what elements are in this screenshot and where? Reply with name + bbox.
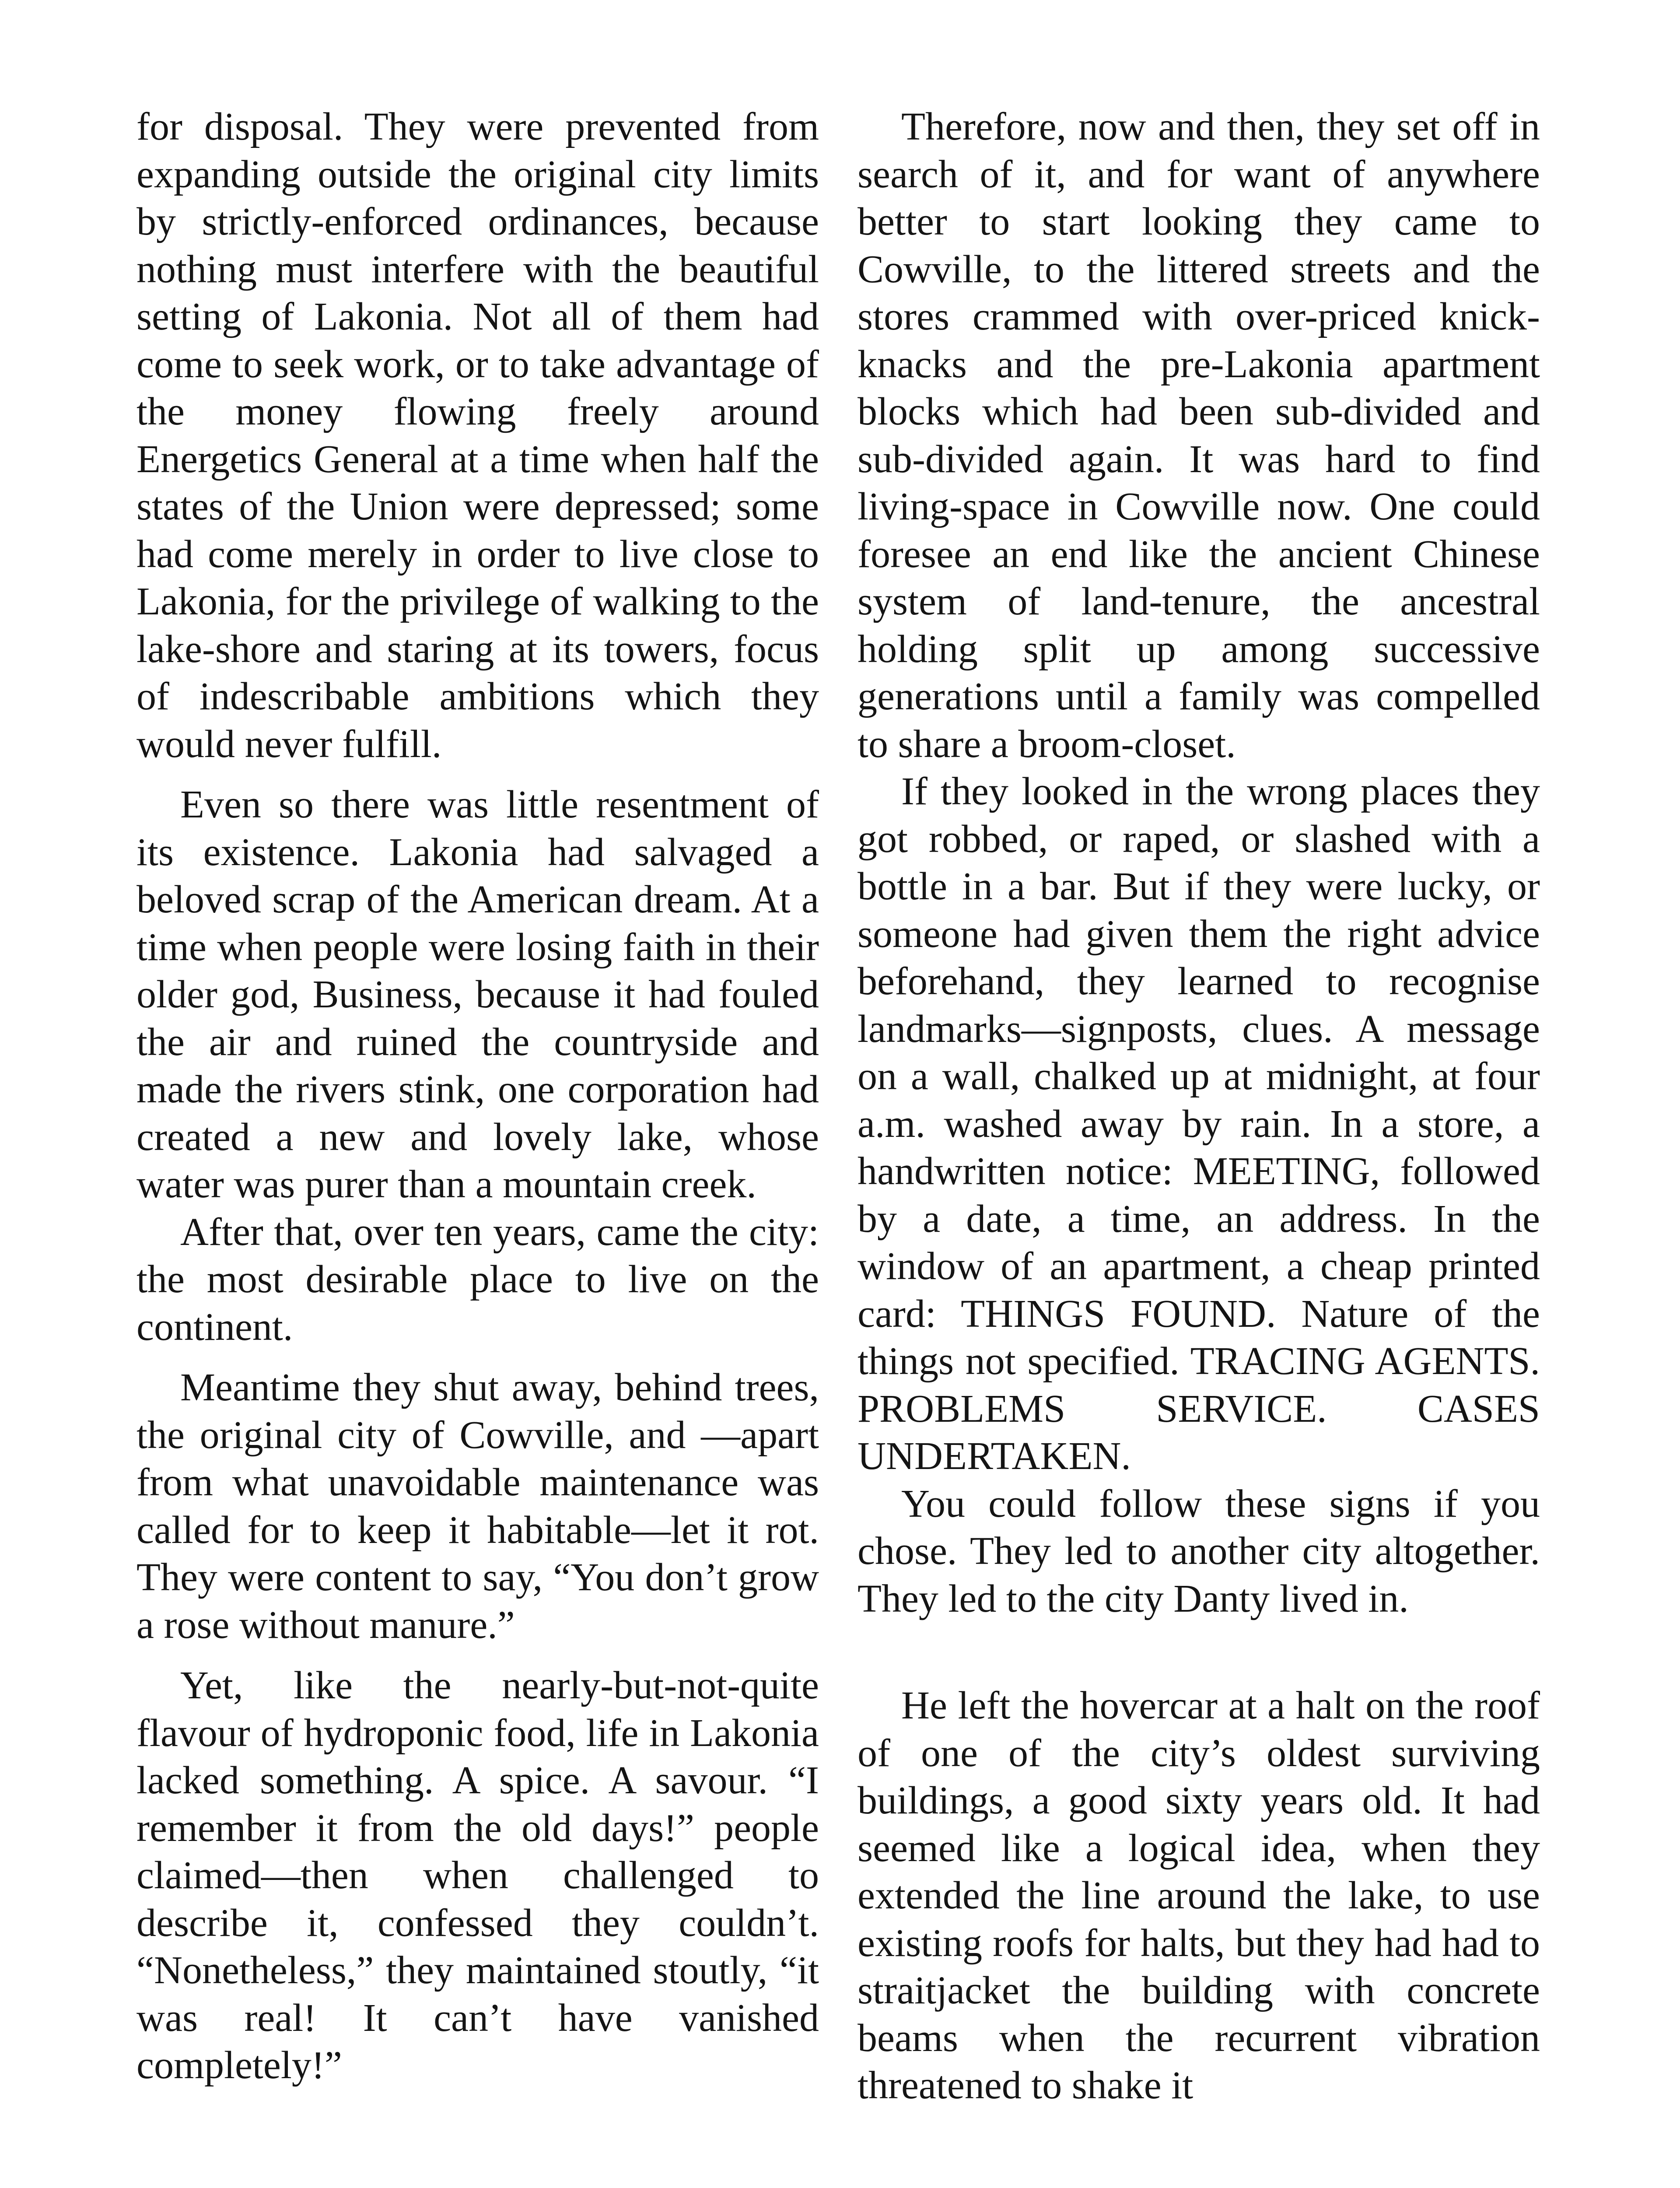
paragraph: Meantime they shut away, behind trees, the original city of Cowville, and —apart from what unavoidable maintenance was called for to keep it habitable—let it rot. They were content to say, “You don’t grow a rose without manure.”: [136, 1366, 819, 1647]
right-text-column: [858, 103, 1540, 2110]
section-break-paragraph: He left the hovercar at a halt on the roof of one of the city’s oldest surviving buildings, a good sixty years old. It had seemed like a logical idea, when they extended the line around the lake, to use existing roofs for halts, but they had had to straitjacket the building with concrete beams when the recurrent vibration threatened to shake it: [858, 1684, 1540, 2107]
paragraph: Yet, like the nearly-but-not-quite flavour of hydroponic food, life in Lakonia lacked something. A spice. A savour. “I remember it from the old days!” people claimed—then when challenged to describe it, confessed they couldn’t. “Nonetheless,” they maintained stoutly, “it was real! It can’t have vanished completely!”: [136, 1664, 819, 2087]
paragraph: After that, over ten years, came the city: the most desirable place to live on the continent.: [136, 1210, 819, 1349]
paragraph: Therefore, now and then, they set off in search of it, and for want of anywhere better to start looking they came to Cowville, to the littered streets and the stores crammed with over-priced knick-knacks and the pre-Lakonia apartment blocks which had been sub-divided and sub-divided again. It was hard to find living-space in Cowville now. One could foresee an end like the ancient Chinese system of land-tenure, the ancestral holding split up among successive generations until a family was compelled to share a broom-closet.: [858, 105, 1540, 766]
paragraph: Even so there was little resentment of its existence. Lakonia had salvaged a beloved scrap of the American dream. At a time when people were losing faith in their older god, Business, because it had fouled the air and ruined the countryside and made the rivers stink, one corporation had created a new and lovely lake, whose water was purer than a mountain creek.: [136, 783, 819, 1206]
left-text-column: [136, 103, 819, 2090]
paragraph: You could follow these signs if you chose. They led to another city altogether. They led to the city Danty lived in.: [858, 1482, 1540, 1620]
paragraph: for disposal. They were prevented from expanding outside the original city limits by strictly-enforced ordinances, because nothing must interfere with the beautiful setting of Lakonia. Not all of them had come to seek work, or to take advantage of the money flowing freely around Energetics General at a time when half the states of the Union were depressed; some had come merely in order to live close to Lakonia, for the privilege of walking to the lake-shore and staring at its towers, focus of indescribable ambitions which they would never fulfill.: [136, 105, 819, 766]
paragraph: If they looked in the wrong places they got robbed, or raped, or slashed with a bottle in a bar. But if they were lucky, or someone had given them the right advice beforehand, they learned to recognise landmarks—signposts, clues. A message on a wall, chalked up at midnight, at four a.m. washed away by rain. In a store, a handwritten notice: MEETING, followed by a date, a time, an address. In the window of an apartment, a cheap printed card: THINGS FOUND. Nature of the things not specified. TRACING AGENTS. PROBLEMS SERVICE. CASES UNDERTAKEN.: [858, 770, 1540, 1478]
